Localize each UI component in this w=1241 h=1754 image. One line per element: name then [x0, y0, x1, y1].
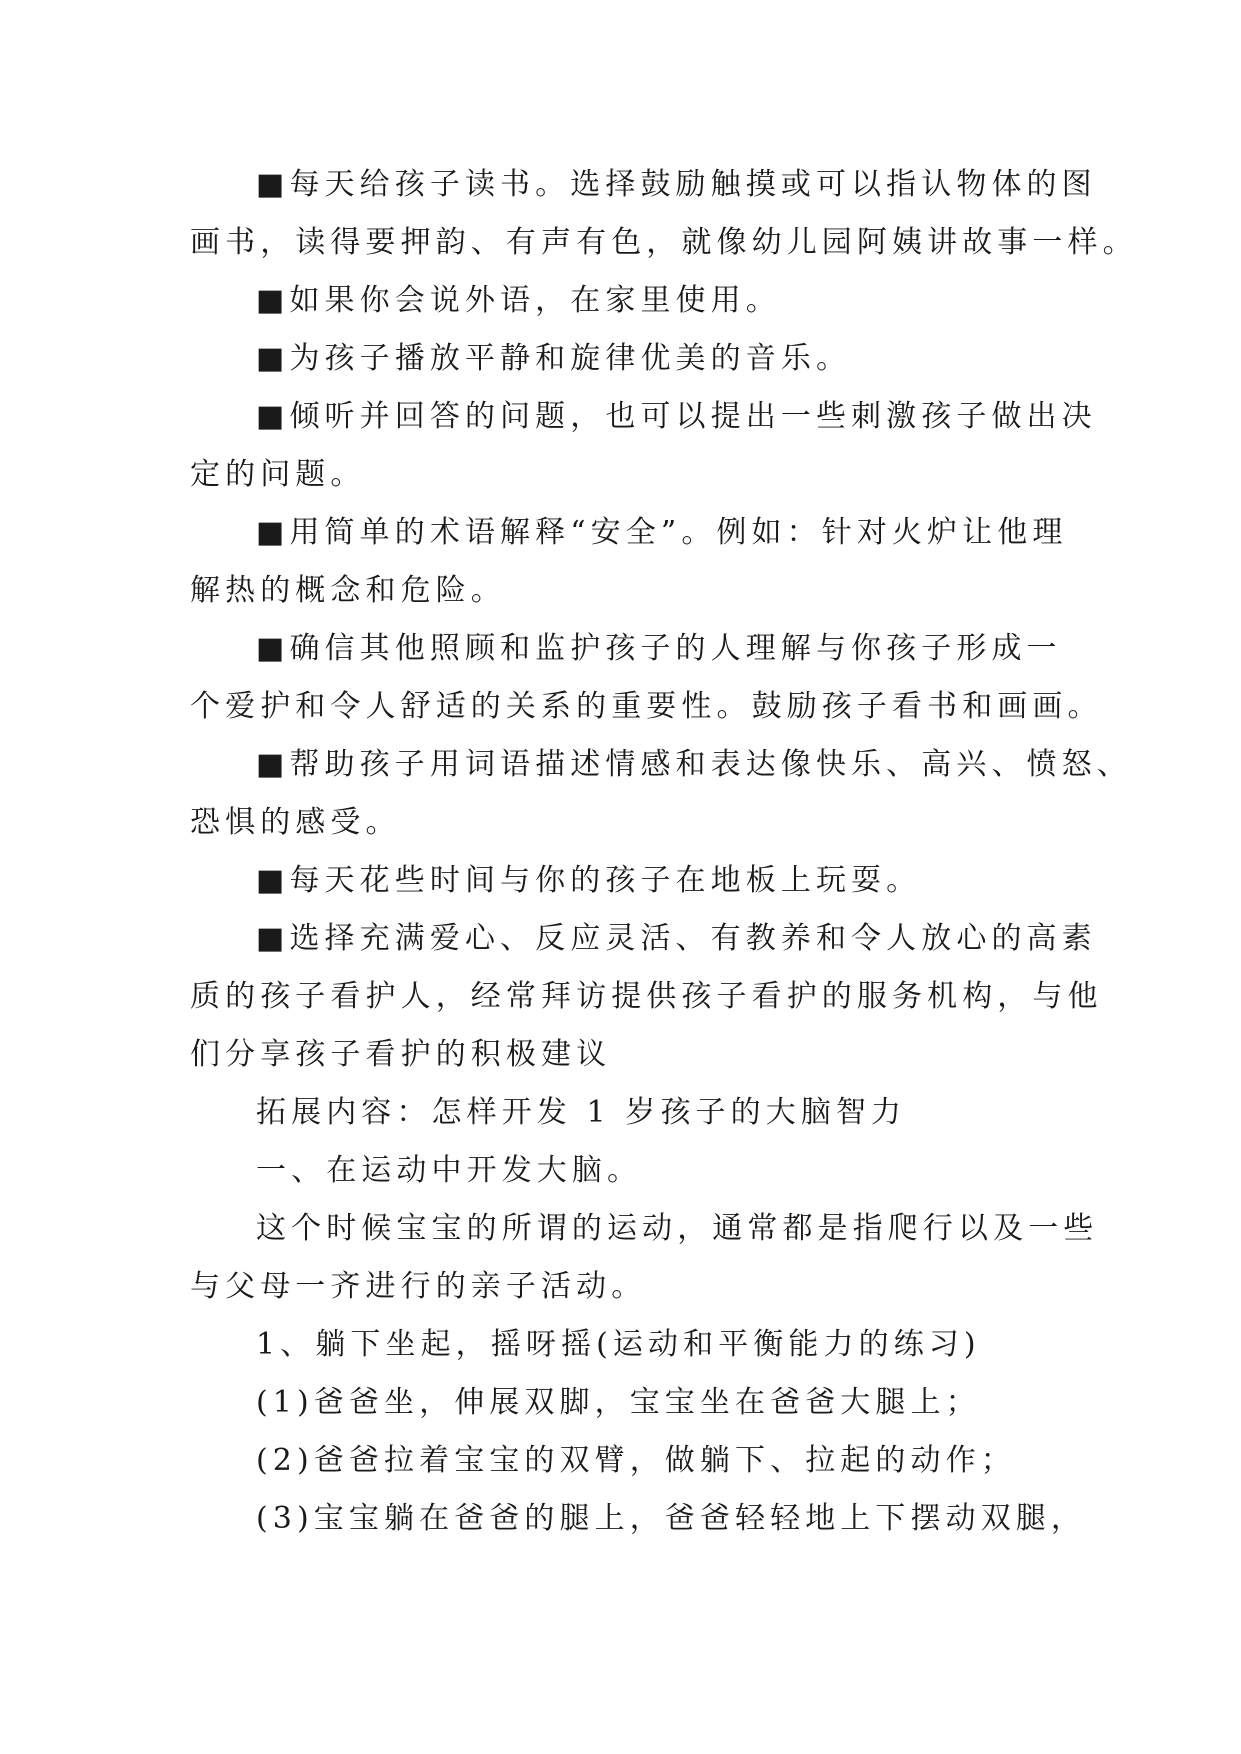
bullet-listen-answer-line-1: ■倾听并回答的问题，也可以提出一些刺激孩子做出决 — [256, 399, 1097, 434]
bullet-safety-line-2: 解热的概念和危险。 — [190, 573, 506, 608]
exercise-intro-line-1: 这个时候宝宝的所谓的运动，通常都是指爬行以及一些 — [256, 1211, 1099, 1246]
activity-step-1: (1)爸爸坐，伸展双脚，宝宝坐在爸爸大腿上； — [256, 1385, 981, 1420]
bullet-emotions-line-1: ■帮助孩子用词语描述情感和表达像快乐、高兴、愤怒、 — [256, 747, 1132, 782]
activity-heading-1: 1、躺下坐起，摇呀摇(运动和平衡能力的练习) — [256, 1327, 981, 1362]
exercise-intro-line-2: 与父母一齐进行的亲子活动。 — [190, 1269, 647, 1304]
bullet-floor-play: ■每天花些时间与你的孩子在地板上玩耍。 — [256, 863, 922, 898]
bullet-emotions-line-2: 恐惧的感受。 — [190, 805, 401, 840]
bullet-safety-line-1: ■用简单的术语解释“安全”。例如：针对火炉让他理 — [256, 515, 1068, 550]
bullet-childcare-line-3: 们分享孩子看护的积极建议 — [190, 1037, 612, 1072]
extension-heading: 拓展内容：怎样开发 1 岁孩子的大脑智力 — [256, 1095, 907, 1130]
bullet-childcare-line-2: 质的孩子看护人，经常拜访提供孩子看护的服务机构，与他 — [190, 979, 1103, 1014]
activity-step-3: (3)宝宝躺在爸爸的腿上，爸爸轻轻地上下摆动双腿， — [256, 1501, 1086, 1536]
bullet-read-books-line-2: 画书，读得要押韵、有声有色，就像幼儿园阿姨讲故事一样。 — [190, 225, 1138, 260]
bullet-listen-answer-line-2: 定的问题。 — [190, 457, 366, 492]
bullet-childcare-line-1: ■选择充满爱心、反应灵活、有教养和令人放心的高素 — [256, 921, 1097, 956]
bullet-caregivers-line-2: 个爱护和令人舒适的关系的重要性。鼓励孩子看书和画画。 — [190, 689, 1103, 724]
bullet-music: ■为孩子播放平静和旋律优美的音乐。 — [256, 341, 852, 376]
activity-step-2: (2)爸爸拉着宝宝的双臂，做躺下、拉起的动作； — [256, 1443, 1016, 1478]
bullet-read-books-line-1: ■每天给孩子读书。选择鼓励触摸或可以指认物体的图 — [256, 167, 1097, 202]
bullet-caregivers-line-1: ■确信其他照顾和监护孩子的人理解与你孩子形成一 — [256, 631, 1062, 666]
section-heading-exercise: 一、在运动中开发大脑。 — [256, 1153, 643, 1188]
bullet-foreign-language: ■如果你会说外语，在家里使用。 — [256, 283, 781, 318]
